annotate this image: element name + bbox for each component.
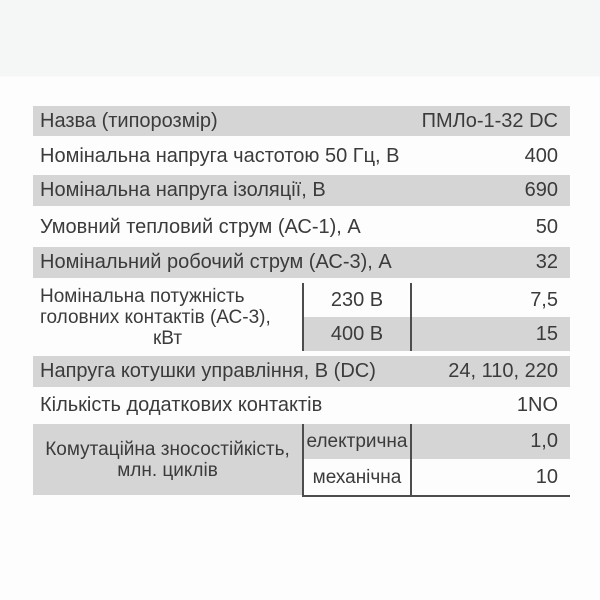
power-value-230v: 7,5	[530, 288, 558, 311]
endurance-type-column	[302, 424, 412, 497]
condition-230v-cell: 230 В	[330, 288, 384, 311]
row-label: Номінальна напруга частотою 50 Гц, В	[40, 144, 400, 167]
coil-voltage-row	[33, 356, 570, 387]
row-label: Кількість додаткових контактів	[40, 394, 323, 416]
power-group-label-line: головних контактів (АС-3),	[40, 306, 271, 328]
aux-contacts-row	[33, 391, 570, 420]
specification-table	[33, 106, 570, 497]
row-value: ПМЛо-1-32 DC	[421, 109, 558, 132]
power-group-value-column	[412, 283, 570, 351]
power-group-label	[33, 283, 302, 351]
endurance-value-mechanical: 10	[535, 465, 558, 488]
row-label: Номінальний робочий струм (АС-3), А	[40, 251, 392, 273]
row-label: Номінальна напруга ізоляції, В	[40, 179, 326, 201]
row-label: Умовний тепловий струм (АС-1), А	[40, 215, 361, 238]
power-group-label-line: кВт	[152, 327, 183, 349]
table-row-rated-voltage	[33, 140, 570, 172]
power-group-label-line: Номінальна потужність	[40, 285, 245, 307]
row-value: 24, 110, 220	[448, 360, 558, 382]
row-value: 50	[535, 215, 558, 238]
row-label: Напруга котушки управління, В (DC)	[40, 360, 376, 382]
power-group-row	[33, 283, 570, 351]
table-row-name	[33, 106, 570, 136]
endurance-group-row	[33, 424, 570, 497]
endurance-value-electrical: 1,0	[412, 424, 570, 459]
power-value-400v: 15	[412, 317, 570, 351]
row-value: 1NO	[516, 394, 558, 416]
power-group-condition-column	[302, 283, 412, 351]
endurance-group-label-line: Комутаційна зносостійкість,	[45, 438, 290, 460]
row-value: 690	[524, 179, 558, 201]
endurance-type-mechanical-cell: механічна	[312, 467, 402, 488]
condition-400v-cell: 400 В	[304, 317, 410, 351]
endurance-group-label-line: млн. циклів	[117, 459, 218, 481]
endurance-type-electrical-cell: електрична	[304, 424, 410, 459]
endurance-value-column	[412, 424, 570, 497]
top-shade-band	[0, 0, 600, 77]
row-value: 32	[535, 251, 558, 273]
endurance-group-label	[33, 424, 302, 495]
table-row-insulation-voltage	[33, 175, 570, 206]
table-row-operating-current	[33, 247, 570, 278]
row-label: Назва (типорозмір)	[40, 109, 218, 132]
table-row-thermal-current	[33, 210, 570, 244]
row-value: 400	[524, 144, 558, 167]
